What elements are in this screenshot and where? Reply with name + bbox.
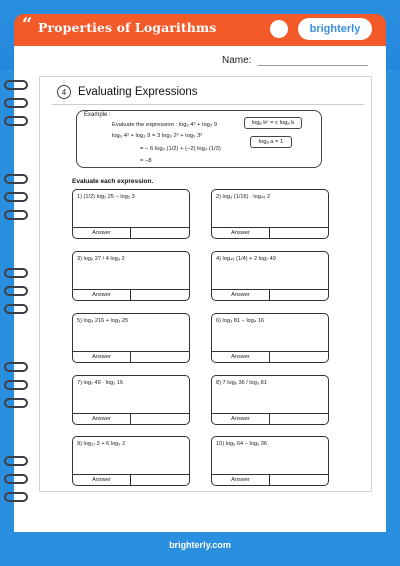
- problem-text: 7) log₇ 49 · log₂ 16: [77, 380, 124, 386]
- problem-box: [211, 313, 329, 363]
- problem-box: [211, 375, 329, 425]
- answer-label: Answer: [73, 414, 131, 424]
- footer-url[interactable]: brighterly.com: [169, 540, 231, 550]
- problem-text: 3) log₆ 27 / 4 log₃ 2: [77, 256, 125, 262]
- ring-icon: [4, 286, 28, 296]
- answer-row: [212, 413, 328, 424]
- ring-icon: [4, 210, 28, 220]
- answer-field[interactable]: [270, 290, 328, 300]
- answer-field[interactable]: [131, 475, 189, 485]
- problem-text: 8) 7 log₆ 36 / log₃ 81: [216, 380, 267, 386]
- answer-label: Answer: [73, 228, 131, 238]
- problem-box: [72, 313, 190, 363]
- example-line: log₃ 4³ + log₃ 9 = 3 log₃ 2² + log₃ 3²: [112, 133, 203, 139]
- problem-text: 10) log₆ 64 − log₆ 36: [216, 441, 268, 447]
- answer-label: Answer: [212, 352, 270, 362]
- answer-row: [212, 227, 328, 238]
- problem-text: 4) log₄₅ (1/4) + 2 log₇ 49: [216, 256, 276, 262]
- divider: [52, 104, 364, 105]
- section-title: Evaluating Expressions: [78, 86, 198, 98]
- answer-label: Answer: [73, 475, 131, 485]
- ring-icon: [4, 492, 28, 502]
- ring-icon: [4, 116, 28, 126]
- ring-icon: [4, 174, 28, 184]
- answer-label: Answer: [73, 352, 131, 362]
- answer-row: [212, 474, 328, 485]
- answer-field[interactable]: [131, 414, 189, 424]
- instruction-text: Evaluate each expression.: [72, 178, 154, 185]
- example-label: Example :: [84, 112, 111, 118]
- ring-icon: [4, 362, 28, 372]
- quote-mark-icon: “: [22, 14, 33, 35]
- ring-icon: [4, 98, 28, 108]
- circle-icon: [270, 20, 288, 38]
- problem-text: 2) log₃ (1/16) · log₄₅ 2: [216, 194, 271, 200]
- example-line: Evaluate the expression : log₃ 4³ + log₃ 9: [112, 122, 218, 128]
- brand-logo: brighterly: [298, 18, 372, 40]
- problem-box: [72, 375, 190, 425]
- ring-icon: [4, 456, 28, 466]
- problem-box: [72, 189, 190, 239]
- answer-field[interactable]: [270, 475, 328, 485]
- ring-icon: [4, 268, 28, 278]
- answer-field[interactable]: [131, 228, 189, 238]
- answer-field[interactable]: [270, 352, 328, 362]
- ring-icon: [4, 192, 28, 202]
- answer-row: [73, 351, 189, 362]
- example-line: = − 6 log₃ (1/2) + (−2) log₃ (1/3): [140, 146, 221, 152]
- answer-label: Answer: [73, 290, 131, 300]
- problem-text: 9) log₂₇ 3 + 6 log₃ 2: [77, 441, 126, 447]
- problem-box: [211, 189, 329, 239]
- ring-icon: [4, 80, 28, 90]
- answer-row: [73, 474, 189, 485]
- answer-row: [73, 413, 189, 424]
- ring-icon: [4, 380, 28, 390]
- answer-field[interactable]: [270, 414, 328, 424]
- ring-icon: [4, 398, 28, 408]
- answer-label: Answer: [212, 475, 270, 485]
- answer-row: [212, 289, 328, 300]
- answer-row: [73, 289, 189, 300]
- example-line: = −8: [140, 158, 152, 164]
- ring-icon: [4, 474, 28, 484]
- rule-box: logₐ a = 1: [250, 136, 292, 148]
- answer-field[interactable]: [131, 290, 189, 300]
- problem-box: [72, 251, 190, 301]
- problem-text: 1) (1/2) log₂ 25 − log₅ 3: [77, 194, 135, 200]
- answer-row: [212, 351, 328, 362]
- answer-label: Answer: [212, 414, 270, 424]
- problem-text: 5) log₃ 216 + log₃ 25: [77, 318, 129, 324]
- answer-field[interactable]: [270, 228, 328, 238]
- answer-label: Answer: [212, 290, 270, 300]
- worksheet-title: Properties of Logarithms: [38, 20, 217, 35]
- problem-box: [72, 436, 190, 486]
- answer-row: [73, 227, 189, 238]
- problem-text: 6) log₃ 81 − log₄ 16: [216, 318, 264, 324]
- name-label: Name:: [222, 55, 252, 66]
- problem-box: [211, 251, 329, 301]
- problem-box: [211, 436, 329, 486]
- section-number: 4: [57, 85, 71, 99]
- answer-label: Answer: [212, 228, 270, 238]
- rule-box: logₐ bᶜ = c logₐ b: [244, 117, 302, 129]
- answer-field[interactable]: [131, 352, 189, 362]
- name-field[interactable]: [258, 65, 368, 66]
- ring-icon: [4, 304, 28, 314]
